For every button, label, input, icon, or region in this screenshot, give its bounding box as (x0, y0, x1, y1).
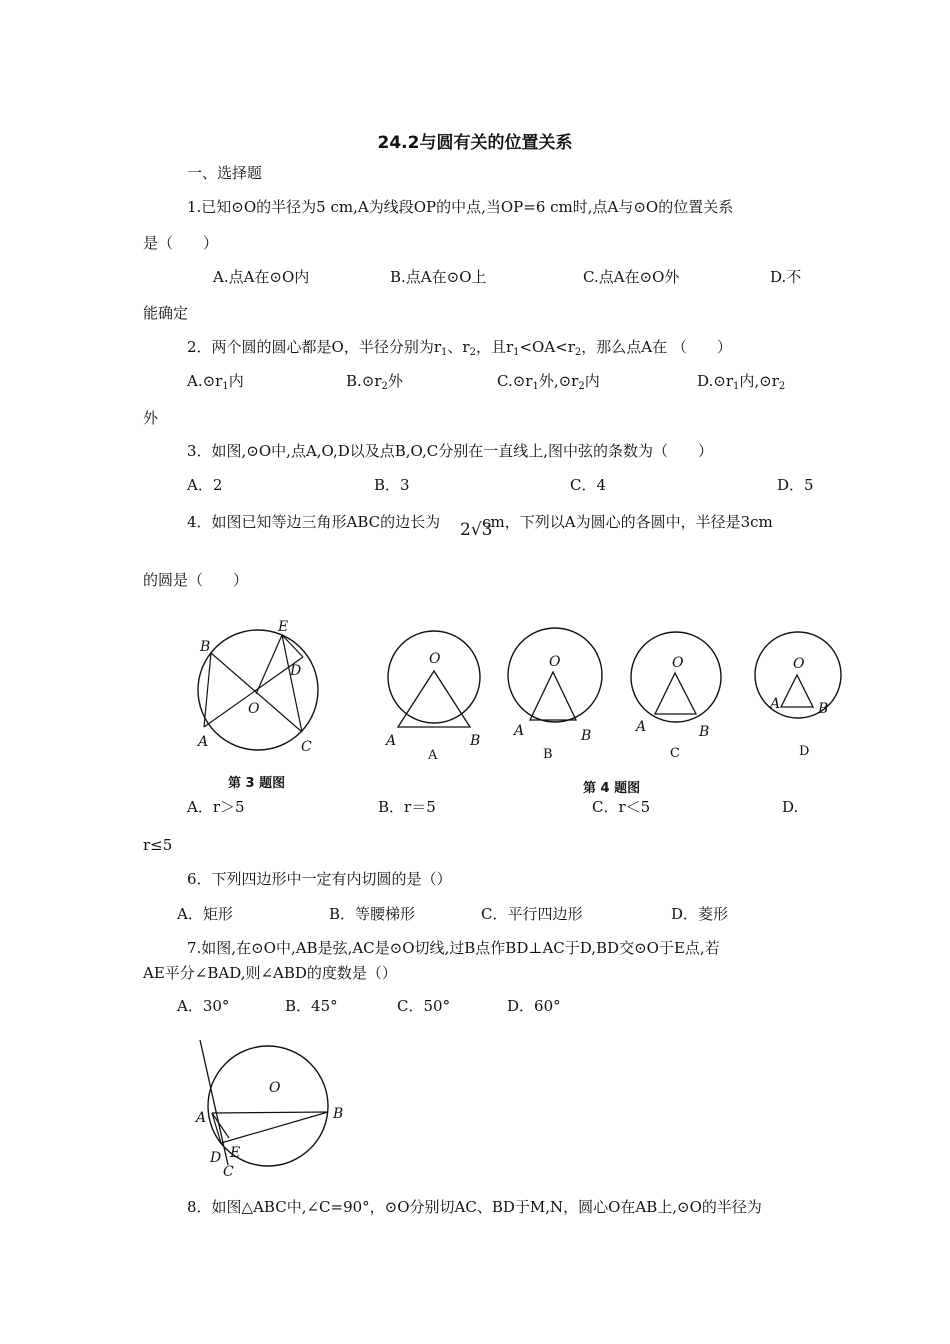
q7-option-b: B．45° (285, 997, 338, 1015)
q1-option-a: A.点A在⊙O内 (213, 268, 310, 286)
fig3-label-d: D (290, 663, 302, 679)
fig4d-label-o: O (793, 656, 805, 672)
q6-option-c: C．平行四边形 (481, 905, 583, 923)
q2-option-c: $C.⊙r_1$外$,⊙r_2$内 (497, 372, 600, 392)
fig3-label-e: E (278, 619, 289, 635)
q7-option-c: C．50° (397, 997, 451, 1015)
fig4b-label-a: A (514, 723, 525, 739)
fig4-option-c-label: C (670, 746, 680, 761)
q5-option-b: B．r＝5 (378, 798, 436, 816)
fig4b-label-o: O (549, 654, 561, 670)
q3-option-d: D．5 (777, 476, 814, 494)
fig3-label-b: B (200, 639, 211, 655)
fig4b-label-b: B (581, 728, 592, 744)
fig7-label-e: E (230, 1145, 241, 1161)
fig4d-label-a: A (770, 696, 781, 712)
fig4a-label-o: O (429, 651, 441, 667)
fig4c-label-b: B (699, 724, 710, 740)
fig3-label-c: C (301, 739, 312, 755)
q8-stem: 8．如图△ABC中,∠C=90°，⊙O分别切AC、BD于M,N，圆心O在AB上,⊙O的半径为 (187, 1198, 762, 1216)
figure-3-diagram (190, 615, 340, 760)
q2-option-d: $D.⊙r_1$内$,⊙r_2$ (697, 372, 786, 392)
q4-stem-cont: 的圆是（ ） (143, 571, 249, 589)
q1-option-d: D.不 (770, 268, 802, 286)
figure-3-caption: 第 3 题图 (228, 776, 286, 791)
q1-stem-cont: 是（ ） (143, 234, 219, 252)
fig7-label-a: A (196, 1110, 207, 1126)
q3-option-a: A．2 (187, 476, 223, 494)
fig4a-label-b: B (470, 733, 481, 749)
q7-option-a: A．30° (177, 997, 230, 1015)
q6-option-a: A．矩形 (177, 905, 233, 923)
q7-option-d: D．60° (507, 997, 561, 1015)
figure-4-diagram (380, 615, 870, 775)
q6-stem: 6．下列四边形中一定有内切圆的是（） (187, 870, 452, 888)
fig4-option-d-label: D (799, 744, 810, 759)
fig7-label-d: D (210, 1150, 222, 1166)
fig3-label-o: O (248, 701, 260, 717)
fig7-label-c: C (223, 1164, 234, 1180)
section-heading: 一、选择题 (187, 164, 263, 182)
q4-side-length-expr: 2√3 (460, 520, 493, 540)
q2-stem: 2．两个圆的圆心都是O，半径分别为$r_1$、$r_2$，且$r_1<OA<r_2$，那么点A在 （ ） (187, 338, 732, 358)
fig7-label-o: O (269, 1080, 281, 1096)
q5-option-a: A．r＞5 (187, 798, 245, 816)
fig4c-label-a: A (636, 719, 647, 735)
q3-option-b: B．3 (374, 476, 410, 494)
q5-option-d-cont: r≤5 (143, 836, 173, 854)
fig4d-label-b: B (818, 701, 829, 717)
fig4-option-b-label: B (543, 747, 553, 762)
q7-stem-cont: AE平分∠BAD,则∠ABD的度数是（） (143, 964, 397, 982)
q6-option-b: B．等腰梯形 (329, 905, 416, 923)
fig7-label-b: B (333, 1106, 344, 1122)
q4-stem: 4．如图已知等边三角形ABC的边长为 cm，下列以A为圆心的各圆中，半径是3cm (187, 513, 773, 531)
q5-option-c: C．r＜5 (592, 798, 651, 816)
fig3-label-a: A (198, 734, 209, 750)
q5-option-d: D. (782, 798, 799, 816)
q1-stem: 1.已知⊙O的半径为5 cm,A为线段OP的中点,当OP=6 cm时,点A与⊙O的位置关系 (187, 198, 734, 216)
q3-option-c: C．4 (570, 476, 607, 494)
q2-option-a: $A.⊙r_1$内 (187, 372, 244, 392)
q1-option-b: B.点A在⊙O上 (390, 268, 487, 286)
q7-stem: 7.如图,在⊙O中,AB是弦,AC是⊙O切线,过B点作BD⊥AC于D,BD交⊙O于E点,若 (187, 939, 720, 957)
q1-option-c: C.点A在⊙O外 (583, 268, 680, 286)
page-title: 24.2与圆有关的位置关系 (377, 133, 573, 153)
fig4-option-a-label: A (428, 748, 438, 763)
q2-option-d-cont: 外 (143, 409, 159, 427)
figure-7-diagram (190, 1030, 360, 1180)
q3-stem: 3．如图,⊙O中,点A,O,D以及点B,O,C分别在一直线上,图中弦的条数为（ ） (187, 442, 713, 460)
q1-option-d-cont: 能确定 (143, 304, 189, 322)
figure-4-caption: 第 4 题图 (583, 781, 641, 796)
fig4a-label-a: A (386, 733, 397, 749)
fig4c-label-o: O (672, 655, 684, 671)
q6-option-d: D．菱形 (671, 905, 729, 923)
q2-option-b: $B.⊙r_2$外 (346, 372, 403, 392)
